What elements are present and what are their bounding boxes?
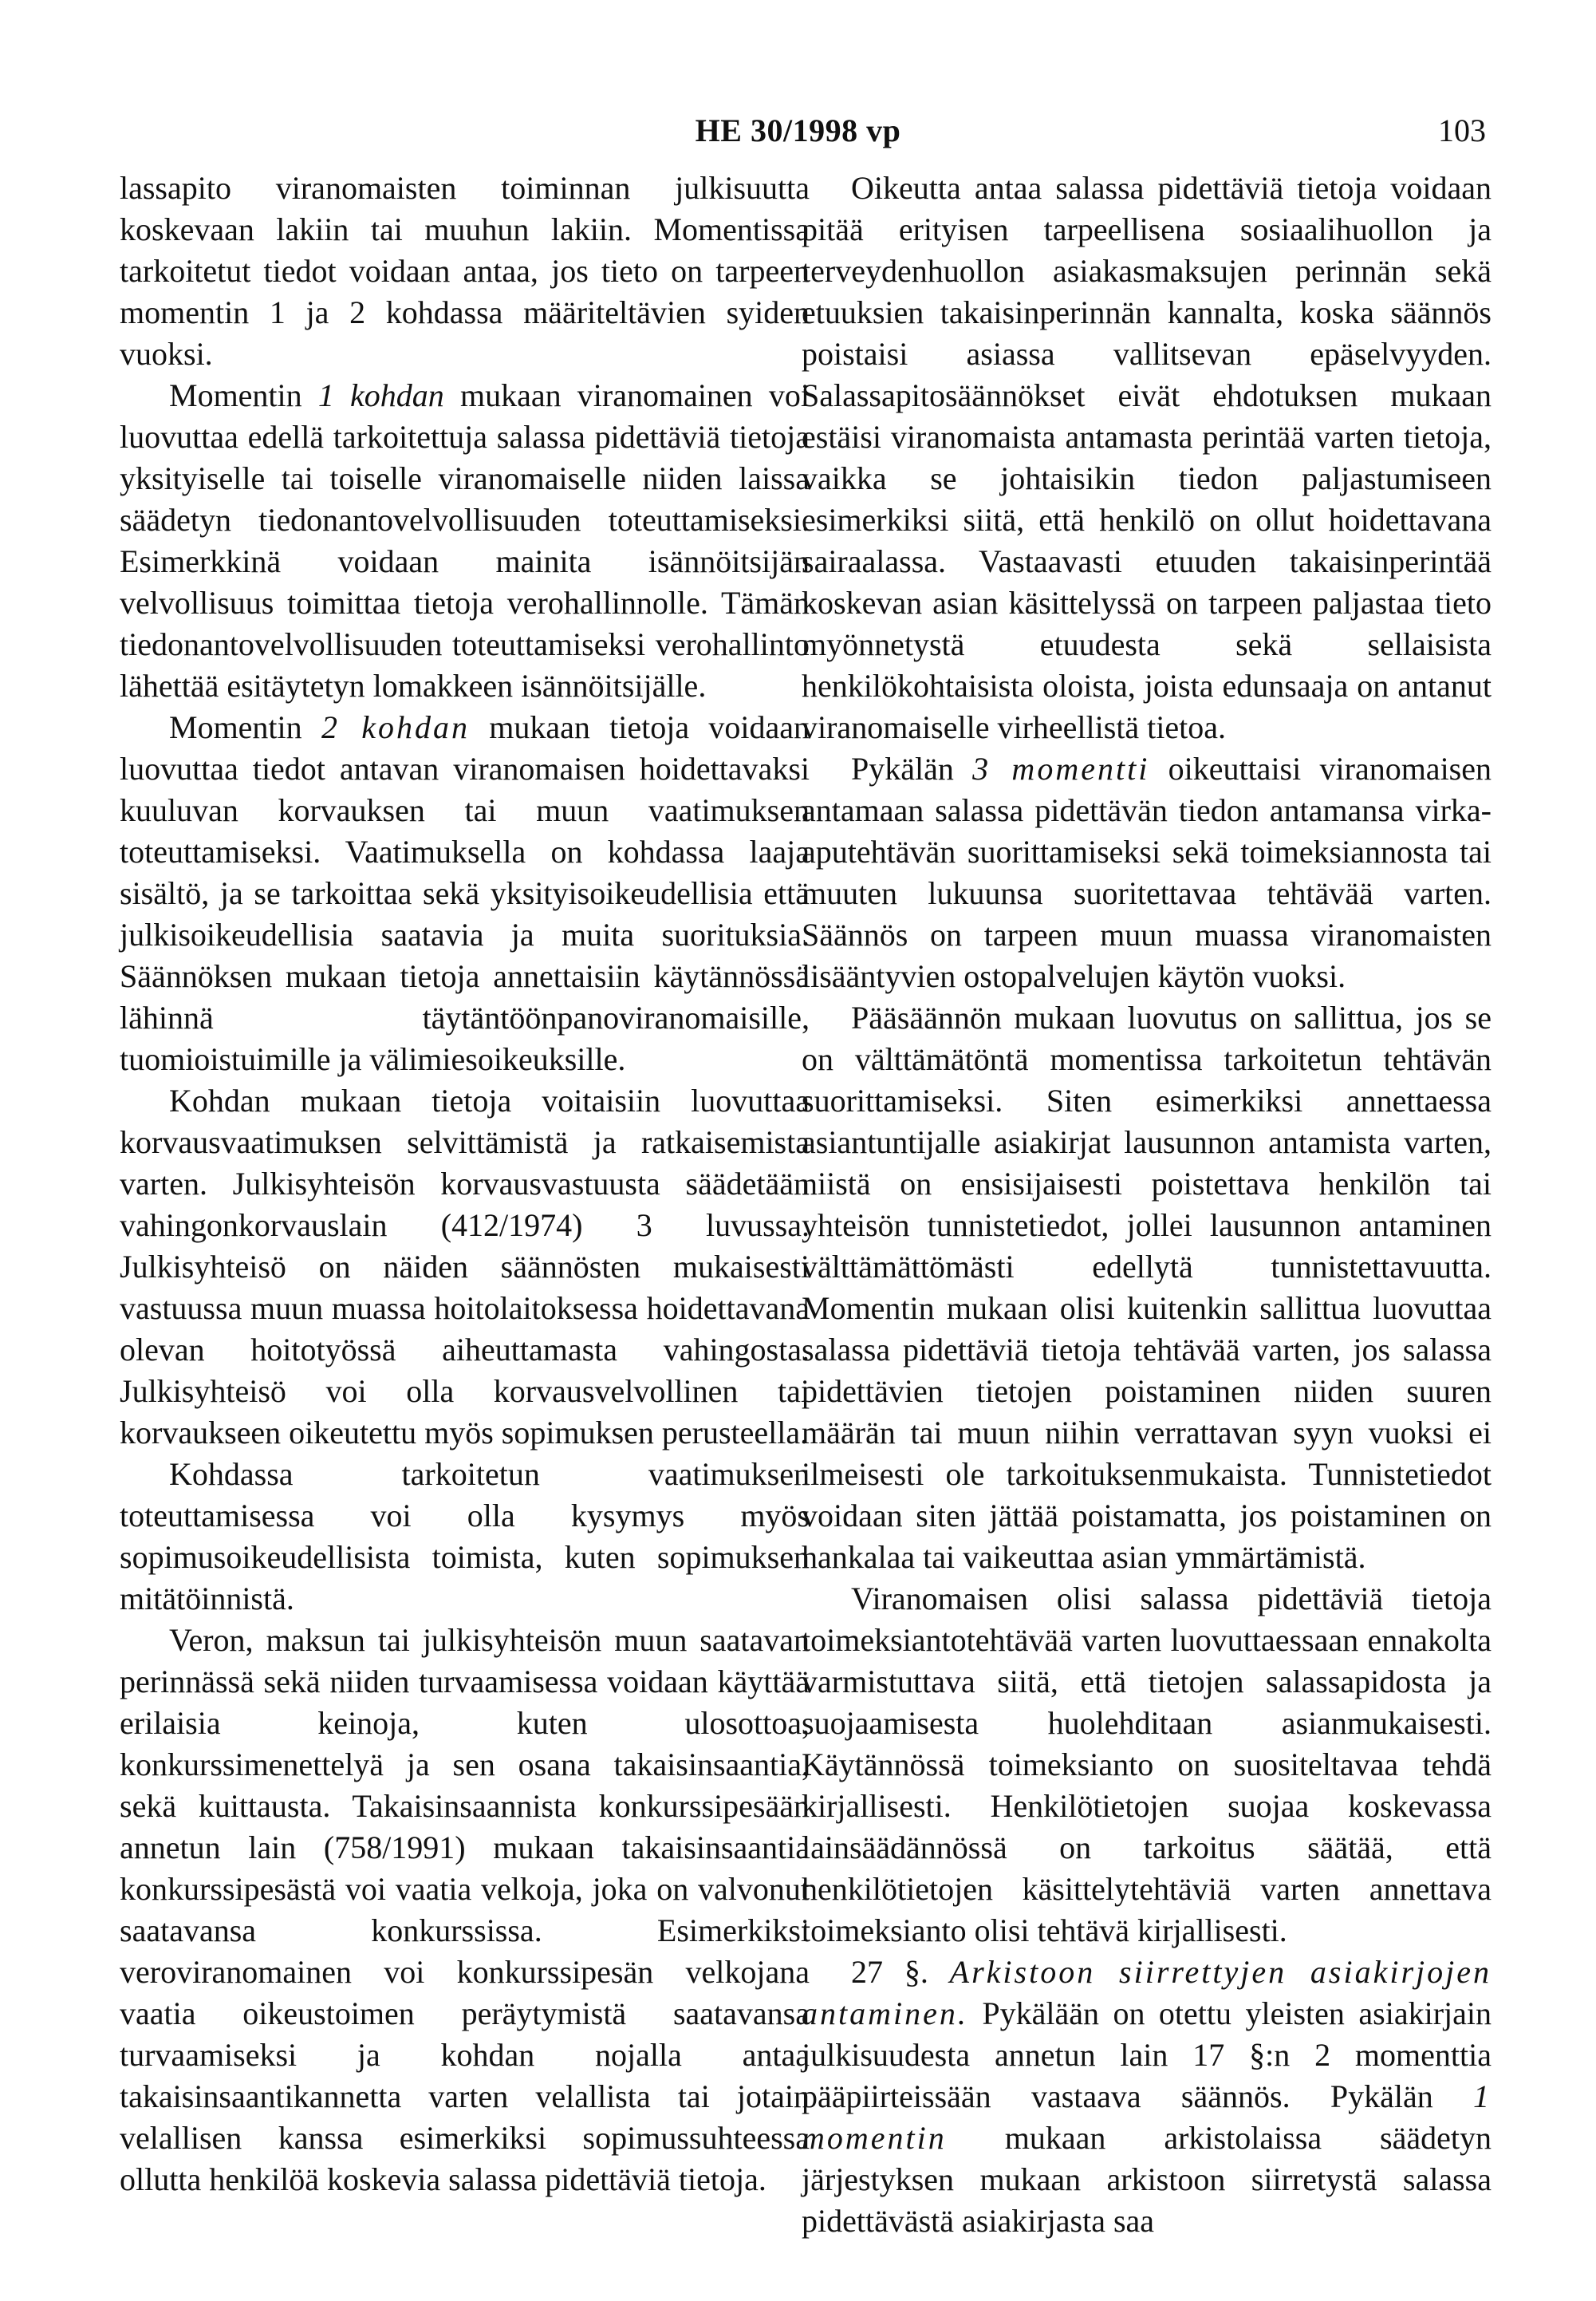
running-header	[0, 112, 1596, 160]
paragraph: Kohdan mukaan tietoja voitaisiin luovuttaa korvausvaatimuksen selvittämistä ja ratkaisemista varten. Julkisyhteisön korvausvastuusta säädetään vahingonkorvauslain (412/1974) 3 luvussa. Julkisyhteisö on näiden säännösten mukaisesti vastuussa muun muassa hoitolaitoksessa hoidettavana olevan hoitotyössä aiheuttamasta vahingosta. Julkisyhteisö voi olla korvausvelvollinen tai korvaukseen oikeutettu myös sopimuksen perusteella.	[120, 1083, 810, 1450]
paragraph-lead: Momentin	[169, 377, 318, 413]
paragraph: Oikeutta antaa salassa pidettäviä tietoja voidaan pitää erityisen tarpeellisena sosiaalihuollon ja terveydenhuollon asiakasmaksujen perinnän sekä etuuksien takaisinperinnän kannalta, koska säännös poistaisi asiassa vallitsevan epäselvyyden. Salassapitosäännökset eivät ehdotuksen mukaan estäisi viranomaista antamasta perintää varten tietoja, vaikka se johtaisikin tiedon paljastumiseen esimerkiksi siitä, että henkilö on ollut hoidettavana sairaalassa. Vastaavasti etuuden takaisinperintää koskevan asian käsittelyssä on tarpeen paljastaa tieto myönnetystä etuudesta sekä sellaisista henkilökohtaisista oloista, joista edunsaaja on antanut viranomaiselle virheellistä tietoa.	[802, 170, 1492, 745]
section-number: 27 §.	[851, 1954, 950, 1990]
document-identifier: HE 30/1998 vp	[695, 112, 901, 148]
emphasis: 1 kohdan	[317, 377, 444, 413]
paragraph-text: Pykälään on otettu yleisten asiakirjain julkisuudesta annetun lain 17 §:n 2 momenttia pääpiirteissään vastaava säännös. Pykälän	[802, 1995, 1492, 2114]
section-heading: Arkistoon siirrettyjen asiakirjojen antaminen.	[802, 1954, 1492, 2031]
paragraph-lead: Pykälän	[851, 751, 973, 787]
emphasis: 3 momentti	[972, 751, 1150, 787]
page-number: 103	[1438, 112, 1486, 148]
paragraph: Kohdassa tarkoitetun vaatimuksen toteuttamisessa voi olla kysymys myös sopimusoikeudellisista toimista, kuten sopimuksen mitätöinnistä.	[120, 1456, 810, 1616]
emphasis: 2 kohdan	[321, 709, 470, 745]
paragraph-text: mukaan arkistolaissa säädetyn järjestyksen mukaan arkistoon siirretystä salassa pidettävästä asiakirjasta saa	[802, 2120, 1492, 2239]
paragraph-text: oikeuttaisi viranomaisen antamaan salassa pidettävän tiedon antamansa virka-aputehtävän suorittamiseksi sekä toimeksiannosta tai muuten lukuunsa suoritettavaa tehtävää varten. Säännös on tarpeen muun muassa viranomaisten lisääntyvien ostopalvelujen käytön vuoksi.	[802, 751, 1492, 994]
emphasis: 1 momentin	[802, 2078, 1492, 2156]
paragraph-text: mukaan tietoja voidaan luovuttaa tiedot antavan viranomaisen hoidettavaksi kuuluvan korvauksen tai muun vaatimuksen toteuttamiseksi. Vaatimuksella on kohdassa laaja sisältö, ja se tarkoittaa sekä yksityisoikeudellisia että julkisoikeudellisia saatavia ja muita suorituksia. Säännöksen mukaan tietoja annettaisiin käytännössä lähinnä täytäntöönpanoviranomaisille, tuomioistuimille ja välimiesoikeuksille.	[120, 709, 810, 1077]
paragraph	[120, 375, 810, 707]
paragraph: Veron, maksun tai julkisyhteisön muun saatavan perinnässä sekä niiden turvaamisessa voidaan käyttää erilaisia keinoja, kuten ulosottoa, konkurssimenettelyä ja sen osana takaisinsaantia, sekä kuittausta. Takaisinsaannista konkurssipesään annetun lain (758/1991) mukaan takaisinsaantia konkurssipesästä voi vaatia velkoja, joka on valvonut saatavansa konkurssissa. Esimerkiksi veroviranomainen voi konkurssipesän velkojana vaatia oikeustoimen peräytymistä saatavansa turvaamiseksi ja kohdan nojalla antaa takaisinsaantikannetta varten velallista tai jotain velallisen kanssa esimerkiksi sopimussuhteessa ollutta henkilöä koskevia salassa pidettäviä tietoja.	[120, 1622, 810, 2197]
paragraph: lassapito viranomaisten toiminnan julkisuutta koskevaan lakiin tai muuhun lakiin. Momentissa tarkoitetut tiedot voidaan antaa, jos tieto on tarpeen momentin 1 ja 2 kohdassa määriteltävien syiden vuoksi.	[120, 170, 810, 372]
left-column	[120, 168, 810, 2200]
paragraph: Pääsäännön mukaan luovutus on sallittua, jos se on välttämätöntä momentissa tarkoitetun tehtävän suorittamiseksi. Siten esimerkiksi annettaessa asiantuntijalle asiakirjat lausunnon antamista varten, niistä on ensisijaisesti poistettava henkilön tai yhteisön tunnistetiedot, jollei lausunnon antaminen välttämättömästi edellytä tunnistettavuutta. Momentin mukaan olisi kuitenkin sallittua luovuttaa salassa pidettäviä tietoja tehtävää varten, jos salassa pidettävien tietojen poistaminen niiden suuren määrän tai muun niihin verrattavan syyn vuoksi ei ilmeisesti ole tarkoituksenmukaista. Tunnistetiedot voidaan siten jättää poistamatta, jos poistaminen on hankalaa tai vaikeuttaa asian ymmärtämistä.	[802, 1000, 1492, 1575]
section-paragraph	[802, 1952, 1492, 2242]
paragraph: Viranomaisen olisi salassa pidettäviä tietoja toimeksiantotehtävää varten luovuttaessaan ennakolta varmistuttava siitä, että tietojen salassapidosta ja suojaamisesta huolehditaan asianmukaisesti. Käytännössä toimeksianto on suositeltavaa tehdä kirjallisesti. Henkilötietojen suojaa koskevassa lainsäädännössä on tarkoitus säätää, että henkilötietojen käsittelytehtäviä varten annettava toimeksianto olisi tehtävä kirjallisesti.	[802, 1581, 1492, 1948]
paragraph-lead: Momentin	[169, 709, 321, 745]
right-column	[802, 168, 1492, 2242]
paragraph-text: mukaan viranomainen voi luovuttaa edellä tarkoitettuja salassa pidettäviä tietoja yksityiselle tai toiselle viranomaiselle niiden laissa säädetyn tiedonantovelvollisuuden toteuttamiseksi. Esimerkkinä voidaan mainita isännöitsijän velvollisuus toimittaa tietoja verohallinnolle. Tämän tiedonantovelvollisuuden toteuttamiseksi verohallinto lähettää esitäytetyn lomakkeen isännöitsijälle.	[120, 377, 810, 704]
paragraph	[802, 748, 1492, 997]
paragraph	[120, 707, 810, 1080]
